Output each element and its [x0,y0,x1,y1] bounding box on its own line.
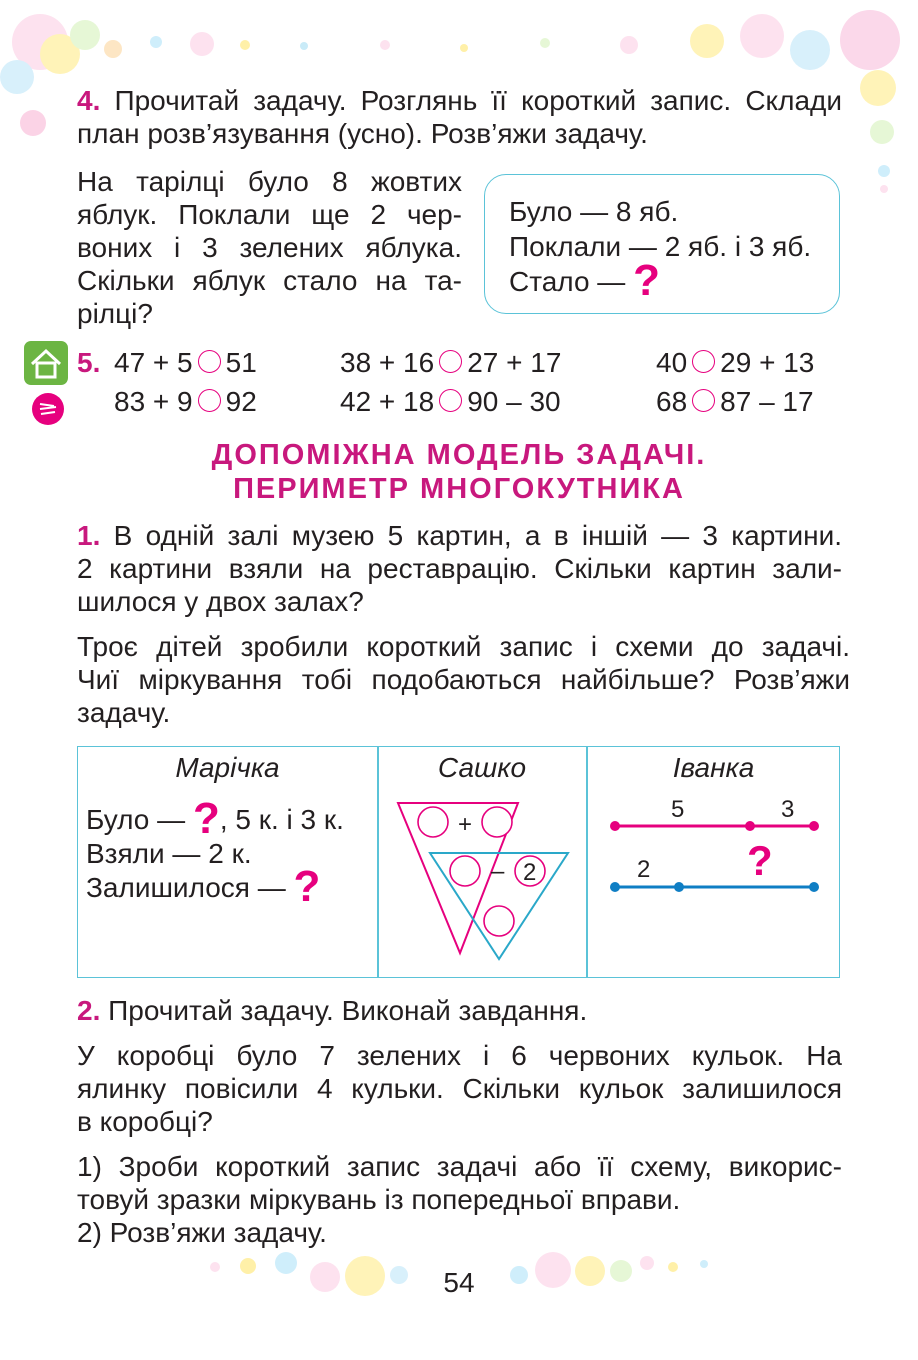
short-note-box [484,174,840,314]
question-mark: ? [747,837,773,884]
heading-line: ПЕРИМЕТР МНОГОКУТНИКА [233,473,685,505]
expression: 83 + 9 92 [114,386,257,417]
section-heading [40,438,878,506]
problem-line: У коробці було 7 зелених і 6 червоних кульок. На [77,1040,842,1071]
expression: 40 29 + 13 [656,347,815,378]
problem-line: Скільки яблук стало на та- [77,265,462,296]
heading-line: ДОПОМІЖНА МОДЕЛЬ ЗАДАЧІ. [211,439,707,471]
speech-bubble-icon [31,392,65,426]
task2-instruction: 2. Прочитай задачу. Виконай завдання. [77,995,588,1026]
step-line: товуй зразки міркувань із попередньої вправи. [77,1184,681,1215]
instruction-line: план розв’язування (усно). Розв’яжи задачу. [77,118,648,149]
note-line: Стало — ? [509,256,660,305]
marichka-note: Було — ?, 5 к. і 3 к. Взяли — 2 к. Залишилося — ? [86,794,344,911]
expression: 68 87 – 17 [656,386,814,417]
compare-circle[interactable] [198,389,221,412]
intro-line: задачу. [77,697,171,728]
task-number: 2. [77,995,101,1026]
expression: 38 + 16 27 + 17 [340,347,562,378]
task4-problem [77,165,462,330]
sashko-triangle-scheme [378,791,586,977]
home-icon [23,340,69,386]
problem-line: ялинку повісили 4 кульки. Скільки кульок залишилося [77,1073,842,1104]
expression: 47 + 5 51 [114,347,257,378]
problem-line: шилося у двох залах? [77,586,364,617]
step-line: 2) Розв’яжи задачу. [77,1217,327,1248]
question-mark: ? [293,862,321,911]
number-label: 2 [523,859,537,886]
segment-label: 3 [781,796,795,823]
problem-line: 2 картини взяли на реставрацію. Скільки картин зали- [77,553,842,584]
expression: 42 + 18 90 – 30 [340,386,561,417]
problem-line: воних і 3 зелених яблука. [77,232,462,263]
compare-circle[interactable] [692,389,715,412]
task-number: 4. [77,85,101,116]
problem-line: На тарілці було 8 жовтих [77,166,462,197]
plus-sign: + [458,811,473,838]
task4-instruction [77,84,842,150]
intro-line: Троє дітей зробили короткий запис і схеми до задачі. [77,631,850,662]
task-number: 1. [77,520,101,551]
task2-problem [77,1039,842,1138]
compare-circle[interactable] [198,350,221,373]
segment-label: 2 [637,856,651,883]
note-line: Було — 8 яб. [509,196,679,227]
note-line: Поклали — 2 яб. і 3 яб. [509,231,812,262]
problem-line: рілці? [77,298,153,329]
column-title: Марічка [175,752,280,783]
compare-circle[interactable] [692,350,715,373]
question-mark: ? [192,794,220,843]
problem-line: в коробці? [77,1106,213,1137]
step-line: 1) Зроби короткий запис задачі або її схему, викорис- [77,1151,842,1182]
task5-row-1 [77,346,867,379]
segment-label: 5 [671,796,685,823]
task1-problem: 1. В одній залі музею 5 картин, а в іншій — 3 картини. 2 картини взяли на реставрацію. Скільки картин зали- шилося у двох залах? [77,520,842,617]
solutions-table [77,746,840,978]
intro-line: Чиї міркування тобі подобаються найбільше? Розв’яжи [77,664,850,695]
task1-intro [77,630,850,729]
minus-sign: – [491,858,505,885]
page-number: 54 [443,1267,475,1298]
instruction-line: Прочитай задачу. Розглянь її короткий запис. Склади [114,85,842,116]
ivanka-segment-scheme [587,791,840,977]
column-title: Іванка [672,752,755,783]
column-title: Сашко [437,752,527,783]
compare-circle[interactable] [439,389,462,412]
task-number: 5. [77,347,101,378]
problem-line: яблук. Поклали ще 2 чер- [77,199,462,230]
task2-steps [77,1150,842,1249]
question-mark: ? [633,256,660,305]
compare-circle[interactable] [439,350,462,373]
